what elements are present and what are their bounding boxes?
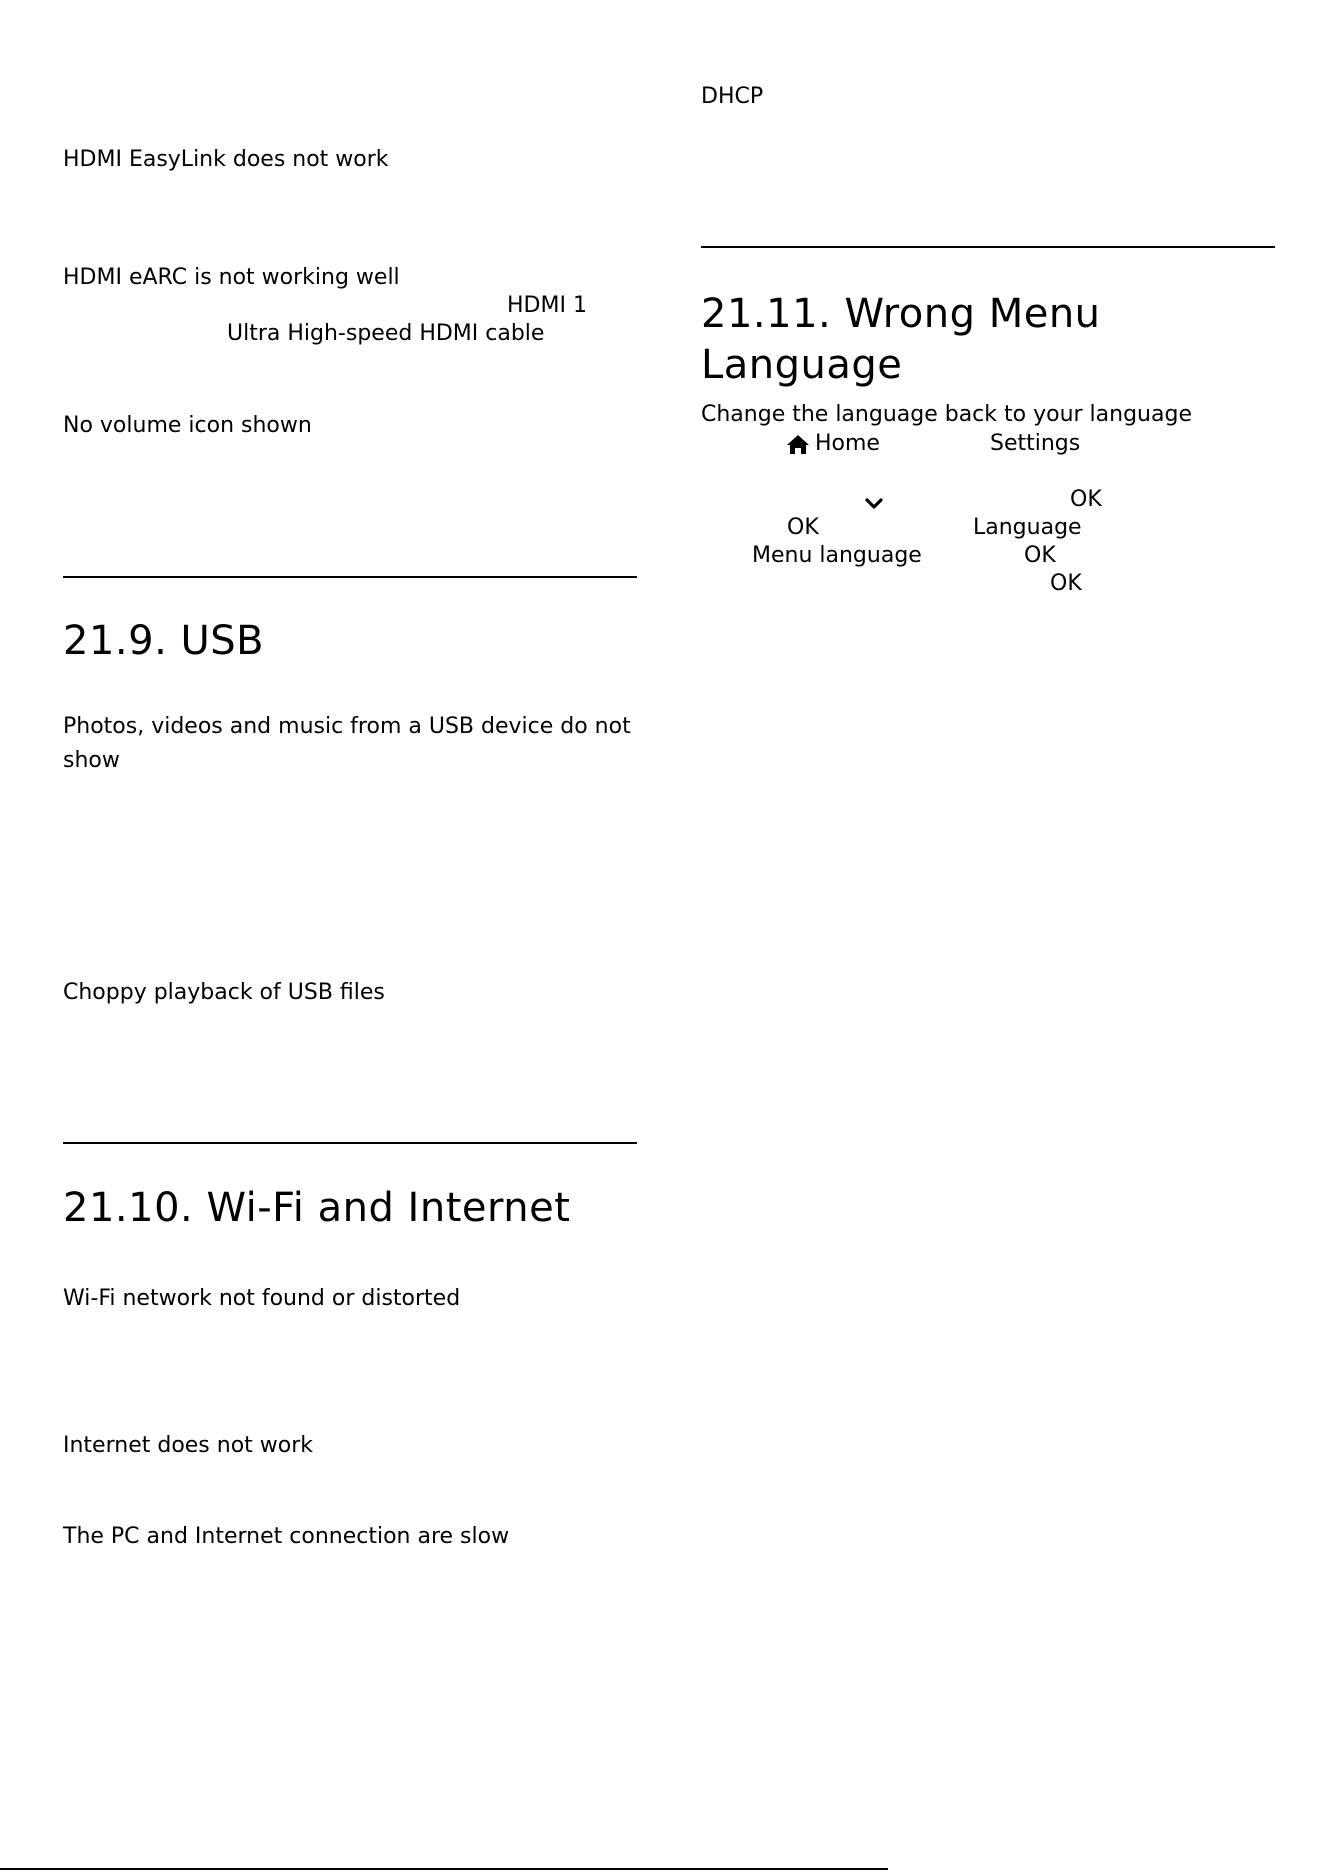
wrong-menu-title-line1: 21.11. Wrong Menu: [701, 291, 1101, 337]
usb-choppy-heading: Choppy playback of USB files: [63, 980, 385, 1005]
hdmi-1-label: HDMI 1: [507, 293, 587, 318]
usb-photos-heading-line1: Photos, videos and music from a USB device do not: [63, 714, 631, 739]
ok-label: OK: [1070, 487, 1102, 512]
wifi-not-found-heading: Wi-Fi network not found or distorted: [63, 1286, 461, 1311]
ok-label: OK: [1050, 571, 1082, 596]
usb-photos-heading-line2: show: [63, 748, 120, 773]
language-label: Language: [973, 515, 1082, 540]
no-volume-icon-heading: No volume icon shown: [63, 413, 312, 438]
dhcp-label: DHCP: [701, 84, 764, 109]
internet-not-work-heading: Internet does not work: [63, 1433, 314, 1458]
settings-label: Settings: [990, 431, 1081, 456]
pc-slow-heading: The PC and Internet connection are slow: [63, 1524, 510, 1549]
wifi-section-title: 21.10. Wi-Fi and Internet: [63, 1185, 571, 1231]
menu-language-label: Menu language: [752, 543, 922, 568]
section-divider: [701, 246, 1275, 248]
home-label: Home: [815, 431, 880, 456]
ok-label: OK: [787, 515, 819, 540]
usb-section-title: 21.9. USB: [63, 618, 265, 664]
section-divider: [63, 576, 637, 578]
ultra-high-speed-cable-label: Ultra High-speed HDMI cable: [227, 321, 545, 346]
ok-label: OK: [1024, 543, 1056, 568]
change-language-heading: Change the language back to your language: [701, 402, 1192, 427]
section-divider: [63, 1142, 637, 1144]
hdmi-earc-heading: HDMI eARC is not working well: [63, 265, 400, 290]
home-icon: [786, 434, 810, 456]
hdmi-easylink-heading: HDMI EasyLink does not work: [63, 147, 389, 172]
page-bottom-rule: [0, 1868, 888, 1870]
chevron-down-icon: [864, 496, 884, 512]
wrong-menu-title-line2: Language: [701, 342, 903, 388]
